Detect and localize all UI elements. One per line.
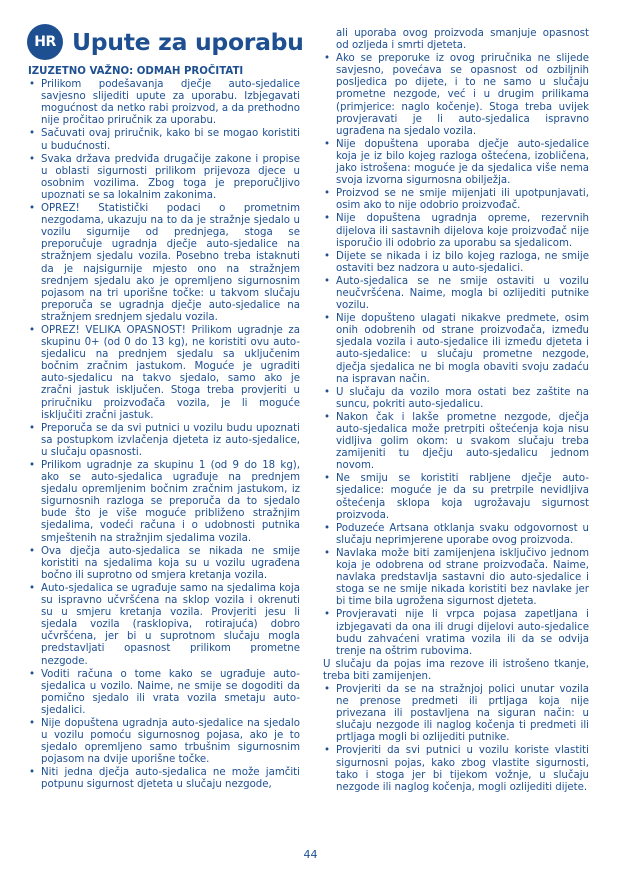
list-item: • Provjeriti da svi putnici u vozilu koriste vlastiti sigurnosni pojas, kako zbog vlastite sigurnosti, tako i stoga jer bi tijekom vožnje, u slučaju nezgode ili naglog kočenja, mogli ozlijediti dijete. (323, 745, 589, 793)
bullet-list (323, 28, 589, 794)
page-title: Upute za uporabu (72, 28, 304, 56)
list-item: • Prilikom ugradnje za skupinu 1 (od 9 do 18 kg), ako se auto-sjedalica ugrađuje na prednjem sjedalu opremljenim bočnim zračnim jastukom, iz sigurnosnih razloga se preporuča da to sjedalo bude što je više moguće približeno stražnjim sjedalima, vodeći računa i o udobnosti putnika smještenih na stražnjim sjedalima vozila. (28, 460, 300, 545)
list-item: • Nije dopuštena ugradnja opreme, rezervnih dijelova ili sastavnih dijelova koje proizvođač nije isporučio ili odobrio za uporabu sa sjedalicom. (323, 213, 589, 249)
left-column (28, 66, 300, 793)
bullet-list (28, 79, 300, 791)
section-heading: IZUZETNO VAŽNO: ODMAH PROČITATI (28, 66, 244, 77)
list-item: • Navlaka može biti zamijenjena isključivo jednom koja je odobrena od strane proizvođača. Naime, navlaka predstavlja sastavni dio auto-sjedalice i stoga se ne smije nikada koristiti bez navlake jer bi time bila ugrožena sigurnost djeteta. (323, 548, 589, 608)
language-badge: HR (27, 24, 63, 60)
list-note: U slučaju da pojas ima rezove ili istrošeno tkanje, treba biti zamijenjen. (323, 658, 589, 682)
list-item-continuation: ali uporaba ovog proizvoda smanjuje opasnost od ozljeda i smrti djeteta. (336, 28, 589, 52)
list-item: • Ova dječja auto-sjedalica se nikada ne smije koristiti na sjedalima koja su u vozilu ugrađena bočno ili suprotno od smjera kretanja vozila. (28, 546, 300, 582)
list-item: • Provjeriti da se na stražnjoj polici unutar vozila ne prenose predmeti ili prtljaga koja nije privezana ili postavljena na siguran način: u slučaju nezgode ili naglog kočenja ti predmeti ili prtljaga mogli bi ozlijediti putnike. (323, 684, 589, 744)
list-item: • Dijete se nikada i iz bilo kojeg razloga, ne smije ostaviti bez nadzora u auto-sjedalici. (323, 251, 589, 275)
list-item: • U slučaju da vozilo mora ostati bez zaštite na suncu, pokriti auto-sjedalicu. (323, 387, 589, 411)
list-item: • Auto-sjedalica se ne smije ostaviti u vozilu neučvršćena. Naime, mogla bi ozlijediti putnike vozilu. (323, 276, 589, 312)
list-item: • Proizvod se ne smije mijenjati ili upotpunjavati, osim ako to nije odobrio proizvođač. (323, 188, 589, 212)
list-item: • Nije dopuštena ugradnja auto-sjedalice na sjedalo u vozilu pomoću sigurnosnog pojasa, ako je to sjedalo opremljeno samo trbušnim sigurnosnim pojasom na dvije uporišne točke. (28, 718, 300, 766)
right-column (323, 28, 589, 795)
list-item: • OPREZ! Statistički podaci o prometnim nezgodama, ukazuju na to da je stražnje sjedalo u vozilu sigurnije od prednjega, stoga se preporučuje ugradnja dječje auto-sjedalice na stražnjem sjedalu vozila. Posebno treba istaknuti da je najsigurnije mjesto ono na stražnjem srednjem sjedalu ako je opremljeno sigurnosnim pojasom na tri uporišne točke: u takvom slučaju preporuča se ugradnja dječje auto-sjedalice na stražnjem srednjem sjedalu vozila. (28, 203, 300, 324)
list-item: • Provjeravati nije li vrpca pojasa zapetljana i izbjegavati da ona ili drugi dijelovi auto-sjedalice budu zahvaćeni vratima vozila ili da se odvija trenje na oštrim rubovima. (323, 609, 589, 657)
list-item: • Preporuča se da svi putnici u vozilu budu upoznati sa postupkom izvlačenja djeteta iz auto-sjedalice, u slučaju opasnosti. (28, 423, 300, 459)
list-item: • OPREZ! VELIKA OPASNOST! Prilikom ugradnje za skupinu 0+ (od 0 do 13 kg), ne koristiti ovu auto-sjedalicu na prednjem sjedalu sa uključenim bočnim zračnim jastukom. Moguće je ugraditi auto-sjedalicu na takvo sjedalo, samo ako je zračni jastuk isključen. Stoga treba provjeriti u priručniku proizvođača vozila, je li moguće isključiti zračni jastuk. (28, 325, 300, 422)
list-item: • Auto-sjedalica se ugrađuje samo na sjedalima koja su ispravno učvršćena na sklop vozila i okrenuti su u smjeru kretanja vozila. Provjeriti jesu li sjedala vozila (rasklopiva, rotirajuća) dobro učvršćena, jer bi u suprotnom slučaju mogla predstavljati opasnost prilikom prometne nezgode. (28, 583, 300, 668)
list-item: • Nakon čak i lakše prometne nezgode, dječja auto-sjedalica može pretrpiti oštećenja koja nisu vidljiva golim okom: u svakom slučaju treba zamijeniti tu dječju auto-sjedalicu jednom novom. (323, 412, 589, 472)
list-item: • Poduzeće Artsana otklanja svaku odgovornost u slučaju neprimjerene uporabe ovog proizvoda. (323, 523, 589, 547)
list-item: • Nije dopuštena uporaba dječje auto-sjedalice koja je iz bilo kojeg razloga oštećena, izobličena, jako istrošena: moguće je da sjedalica više nema svoja izvorna sigurnosna obilježja. (323, 139, 589, 187)
list-item: • Nije dopušteno ulagati nikakve predmete, osim onih odobrenih od strane proizvođača, između sjedala vozila i auto-sjedalice ili između djeteta i auto-sjedalice: u slučaju prometne nezgode, dječja sjedalica ne bi mogla obaviti svoju zadaću na ispravan način. (323, 313, 589, 386)
list-item: • Prilikom podešavanja dječje auto-sjedalice savjesno slijediti upute za uporabu. Izbjegavati mogućnost da netko rabi proizvod, a da prethodno nije pročitao priručnik za uporabu. (28, 79, 300, 127)
list-item: • Svaka država predviđa drugačije zakone i propise u oblasti sigurnosti prilikom prijevoza djece u osobnim vozilima. Zbog toga je preporučljivo upoznati se sa lokalnim zakonima. (28, 154, 300, 202)
list-item: • Ne smiju se koristiti rabljene dječje auto-sjedalice: moguće je da su pretrpile nevidljiva oštećenja sklopa koja ugrožavaju sigurnost proizvoda. (323, 473, 589, 521)
list-item: • Sačuvati ovaj priručnik, kako bi se mogao koristiti u budućnosti. (28, 128, 300, 152)
list-item: • Voditi računa o tome kako se ugrađuje auto-sjedalica u vozilo. Naime, ne smije se dogoditi da pomično sjedalo ili vrata vozila smetaju auto-sjedalici. (28, 669, 300, 717)
list-item: • Niti jedna dječja auto-sjedalica ne može jamčiti potpunu sigurnost djeteta u slučaju nezgode, (28, 767, 300, 791)
page-header (27, 25, 304, 59)
list-item: • Ako se preporuke iz ovog priručnika ne slijede savjesno, povećava se opasnost od ozbiljnih posljedica po dijete, i to ne samo u slučaju prometne nezgode, već i u drugim prilikama (primjerice: naglo kočenje). Stoga treba uvijek provjeravati je li auto-sjedalica ispravno ugrađena na sjedalo vozila. (323, 53, 589, 138)
page-number: 44 (303, 848, 318, 861)
